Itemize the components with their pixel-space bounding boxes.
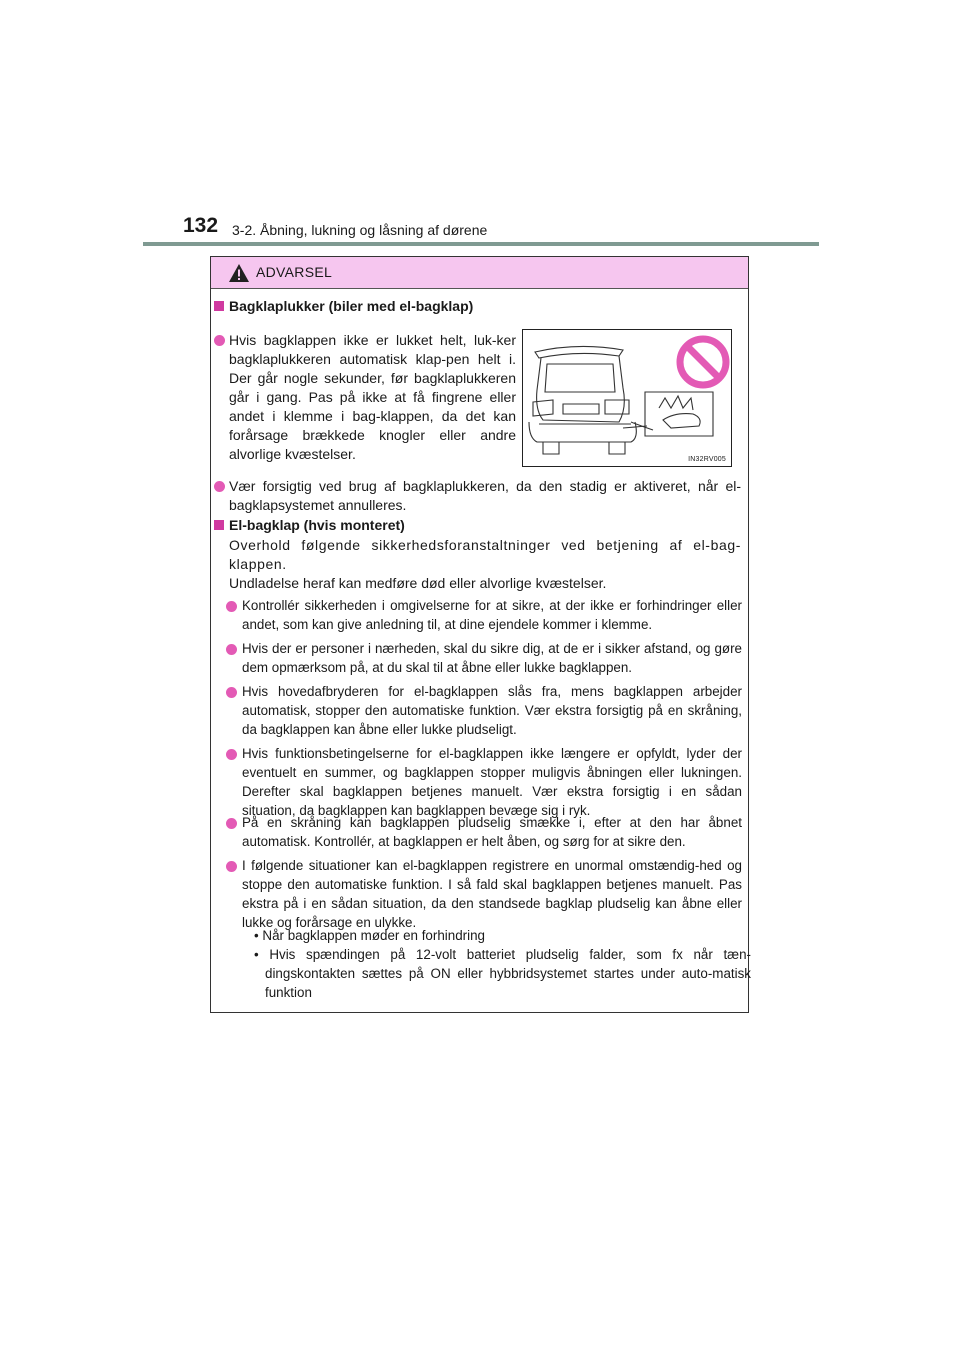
warning-triangle-icon bbox=[228, 263, 250, 283]
bullet-dot-icon bbox=[226, 818, 237, 829]
tailgate-figure bbox=[522, 329, 732, 467]
warning-header bbox=[211, 257, 748, 289]
section-title: 3-2. Åbning, lukning og låsning af dørene bbox=[232, 222, 488, 238]
sub-bullet: • Hvis spændingen på 12-volt batteriet pludselig falder, som fx når tæn-dingskontakten sættes på ON eller hybbridsystemet startes under auto-matisk funktion bbox=[254, 947, 751, 1000]
tailgate-illustration bbox=[523, 330, 731, 466]
header-rule bbox=[143, 242, 819, 246]
figure-code: IN32RV005 bbox=[688, 456, 726, 463]
section-heading-bagklaplukker: Bagklaplukker (biler med el-bagklap) bbox=[214, 298, 473, 314]
warning-text: På en skråning kan bagklappen pludselig smække i, efter at den har åbnet automatisk. Kontrollér, at bagklappen er helt åben, og sørg for at sikre den. bbox=[242, 815, 742, 849]
section-heading-el-bagklap: El-bagklap (hvis monteret) bbox=[214, 517, 405, 533]
bullet-dot-icon bbox=[226, 861, 237, 872]
bullet-dot-icon bbox=[226, 644, 237, 655]
warning-text: I følgende situationer kan el-bagklappen registrere en unormal omstændig-hed og stoppe den automatiske funktion. I så fald skal bagklappen betjenes manuelt. Pas ekstra på i en sådan situation, da den standsede bagklap pludselig kan åbne eller lukke og forårsage en ulykke. bbox=[242, 858, 742, 930]
intro-text: Overhold følgende sikkerhedsforanstaltninger ved betjening af el-bag-klappen. bbox=[229, 537, 741, 572]
warning-text: Hvis hovedafbryderen for el-bagklappen slås fra, mens bagklappen arbejder automatisk, stopper den automatiske funktion. Vær ekstra forsigtig på en skråning, da bagklappen kan åbne eller lukke pludseligt. bbox=[242, 684, 742, 737]
warning-text: Hvis funktionsbetingelserne for el-bagklappen ikke længere er opfyldt, lyder der eventuelt en summer, og bagklappen stopper muligvis åbningen eller lukningen. Derefter skal bagklappen betjenes manuelt. Vær ekstra forsigtig i en sådan situation, da bagklappen kan bagklappen bevæge sig i ryk. bbox=[242, 746, 742, 818]
bullet-dot-icon bbox=[226, 601, 237, 612]
warning-text: Hvis bagklappen ikke er lukket helt, luk-ker bagklaplukkeren automatisk klap-pen helt i. Der går nogle sekunder, før bagklaplukkeren går i gang. Pas på ikke at få fingrene eller andet i klemme i bag-klappen, da det kan forårsage brækkede knogler eller andre alvorlige kvæstelser. bbox=[229, 332, 516, 462]
bullet-dot-icon bbox=[226, 749, 237, 760]
bullet-dot-icon bbox=[226, 687, 237, 698]
page-number: 132 bbox=[183, 214, 219, 237]
warning-text: Hvis der er personer i nærheden, skal du sikre dig, at de er i sikker afstand, og gøre dem opmærksom på, at du skal til at åbne eller lukke bagklappen. bbox=[242, 641, 742, 675]
bullet-dot-icon bbox=[214, 481, 225, 492]
warning-text: Kontrollér sikkerheden i omgivelserne for at sikre, at der ikke er forhindringer eller andet, som kan give anledning til, at dine ejendele kommer i klemme. bbox=[242, 598, 742, 632]
square-bullet-icon bbox=[214, 301, 224, 311]
bullet-dot-icon bbox=[214, 335, 225, 346]
intro-text: Undladelse heraf kan medføre død eller alvorlige kvæstelser. bbox=[229, 575, 607, 591]
warning-text: Vær forsigtig ved brug af bagklaplukkeren, da den stadig er aktiveret, når el-bagklapsystemet annulleres. bbox=[229, 478, 741, 513]
prohibited-icon bbox=[680, 339, 726, 385]
sub-bullet: • Når bagklappen møder en forhindring bbox=[254, 928, 485, 943]
warning-label: ADVARSEL bbox=[256, 264, 333, 280]
square-bullet-icon bbox=[214, 520, 224, 530]
